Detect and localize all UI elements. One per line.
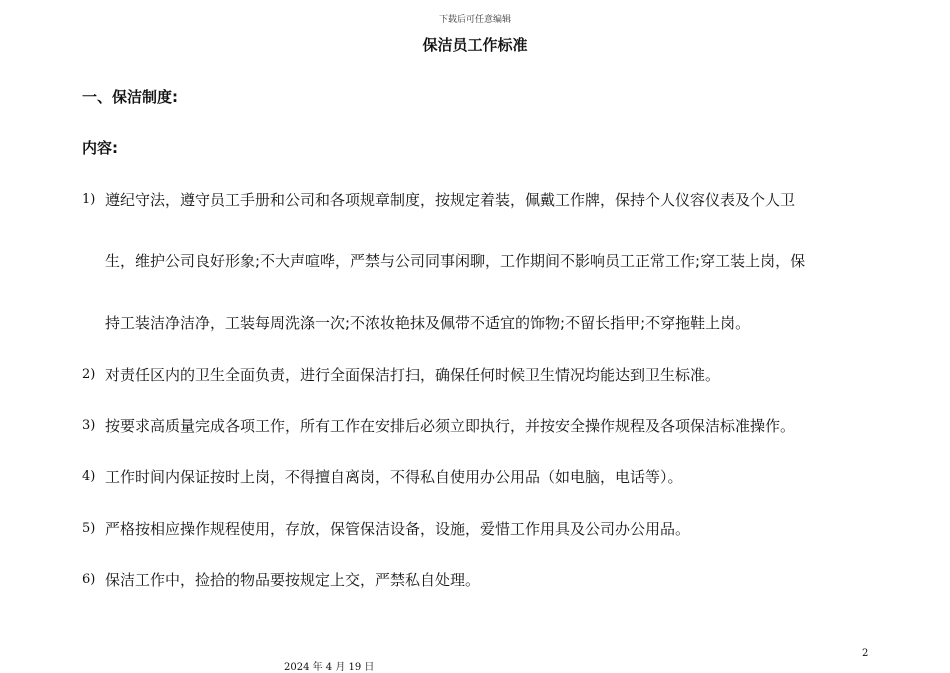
item-text-line: 持工装洁净洁净，工装每周洗涤一次;不浓妆艳抹及佩带不适宜的饰物;不留长指甲;不穿拖鞋上岗。 bbox=[105, 314, 751, 332]
list-item bbox=[82, 415, 877, 437]
item-text-line: 对责任区内的卫生全面负责，进行全面保洁打扫，确保任何时候卫生情况均能达到卫生标准。 bbox=[105, 366, 721, 384]
footer-date: 2024 年 4 月 19 日 bbox=[284, 662, 375, 673]
item-text-line: 生，维护公司良好形象;不大声喧哗，严禁与公司同事闲聊，工作期间不影响员工正常工作;穿工装上岗，保 bbox=[105, 252, 806, 270]
page-number: 2 bbox=[862, 648, 869, 659]
document-title: 保洁员工作标准 bbox=[422, 36, 528, 54]
item-text-line: 保洁工作中，捡拾的物品要按规定上交，严禁私自处理。 bbox=[105, 571, 481, 589]
item-text-line: 按要求高质量完成各项工作，所有工作在安排后必须立即执行，并按安全操作规程及各项保洁标准操作。 bbox=[105, 417, 796, 435]
list-item bbox=[82, 518, 877, 540]
header-note: 下载后可任意编辑 bbox=[438, 15, 511, 25]
item-number: 5) bbox=[82, 521, 96, 536]
item-number: 2) bbox=[82, 367, 96, 382]
item-text-line: 遵纪守法，遵守员工手册和公司和各项规章制度，按规定着装，佩戴工作牌，保持个人仪容仪表及个人卫 bbox=[105, 191, 796, 209]
list-item bbox=[82, 364, 877, 386]
list-item bbox=[82, 569, 877, 591]
item-number: 3) bbox=[82, 418, 96, 433]
list-item bbox=[82, 189, 877, 332]
item-text-line: 工作时间内保证按时上岗，不得擅自离岗，不得私自使用办公用品（如电脑，电话等）。 bbox=[105, 468, 683, 486]
item-number: 4) bbox=[82, 469, 96, 484]
item-number: 6) bbox=[82, 572, 96, 587]
item-number: 1) bbox=[82, 192, 96, 207]
list-item bbox=[82, 466, 877, 488]
item-text-line: 严格按相应操作规程使用，存放，保管保洁设备，设施，爱惜工作用具及公司办公用品。 bbox=[105, 520, 691, 538]
section-heading: 一、保洁制度: bbox=[82, 88, 178, 106]
content-label: 内容: bbox=[82, 139, 118, 157]
